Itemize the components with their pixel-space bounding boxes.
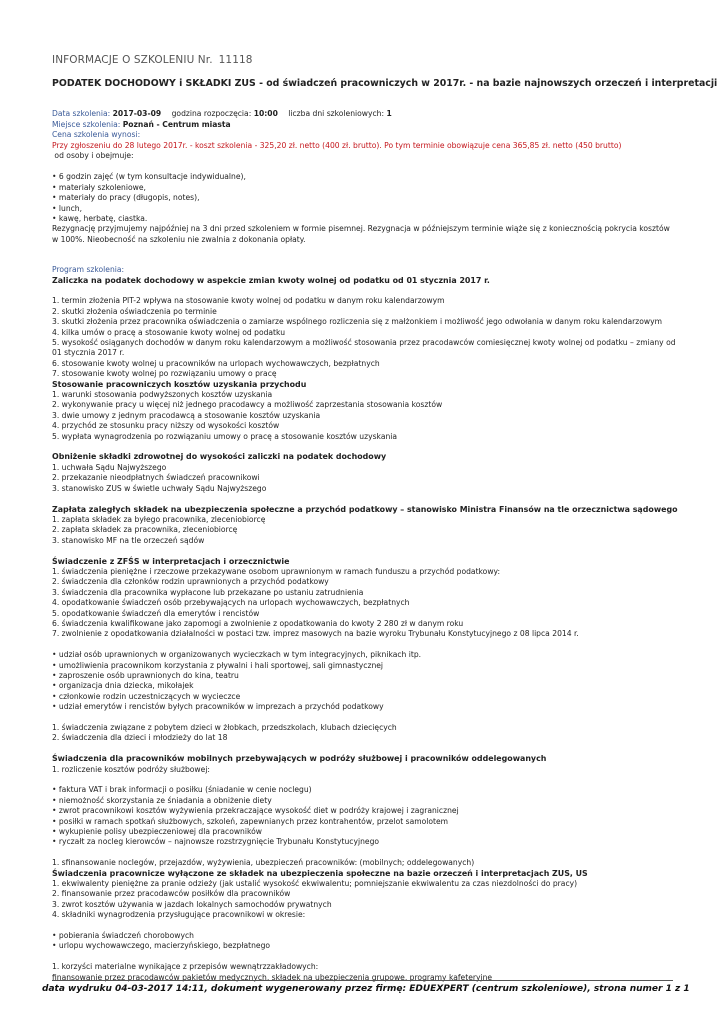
resignation-note: Rezygnację przyjmujemy najpóźniej na 3 dni przed szkoleniem w formie pisemnej. Rezygnacja w późniejszym terminie wiąże się z koniecznością pokrycia kosztów w 100%. Nieobecność na szkoleniu nie zwalnia z dokonania opłaty.: [52, 224, 670, 244]
price-suffix-text: od osoby i obejmuje:: [54, 151, 134, 161]
section-6-item-2: 1. sfinansowanie noclegów, przejazdów, wyżywienia, ubezpieczeń pracowników: (mobilnych; oddelegowanych): [52, 858, 475, 868]
section-1-list: [52, 296, 676, 379]
print-footer: data wydruku 04-03-2017 14:11, dokument wygenerowany przez firmę: EDUEXPERT (centrum szkoleniowe), strona numer 1 z 1: [42, 984, 690, 994]
list-item: 1. uchwała Sądu Najwyższego: [52, 462, 167, 472]
list-item: • faktura VAT i brak informacji o posiłku (śniadanie w cenie noclegu): [52, 785, 312, 795]
list-item: • udział emerytów i rencistów byłych pracowników w imprezach a przychód podatkowy: [52, 702, 384, 712]
place-value: Poznań - Centrum miasta: [122, 119, 231, 129]
section-4-list: [52, 515, 676, 546]
section-heading-6: Świadczenia dla pracowników mobilnych przebywających w podróży służbowej i pracowników oddelegowanych: [52, 754, 547, 764]
list-item: 7. zwolnienie z opodatkowania działalności w postaci tzw. imprez masowych na bazie wyroku Trybunału Konstytucyjnego z 08 lipca 2014 r.: [52, 629, 579, 639]
list-item: 1. ekwiwalenty pieniężne za pranie odzieży (jak ustalić wysokość ekwiwalentu; pomniejszanie ekwiwalentu za czas niezdolności do pracy): [52, 879, 578, 889]
list-item: 1. zapłata składek za byłego pracownika, zleceniobiorcę: [52, 514, 266, 524]
list-item: 2. świadczenia dla dzieci i młodzieży do lat 18: [52, 733, 228, 743]
list-item: • lunch,: [52, 203, 83, 213]
list-item: 1. termin złożenia PIT-2 wpływa na stosowanie kwoty wolnej od podatku w danym roku kalendarzowym: [52, 296, 445, 306]
list-item: 2. wykonywanie pracy u więcej niż jednego pracodawcy a możliwość zaprzestania stosowania kosztów: [52, 400, 443, 410]
title-prefix: INFORMACJE O SZKOLENIU Nr.: [52, 54, 213, 66]
list-item: 2. finansowanie przez pracodawców posiłków dla pracowników: [52, 889, 291, 899]
list-item: • materiały do pracy (długopis, notes),: [52, 193, 200, 203]
list-item: 2. przekazanie nieodpłatnych świadczeń pracownikowi: [52, 473, 260, 483]
section-heading-3: Obniżenie składki zdrowotnej do wysokości zaliczki na podatek dochodowy: [52, 452, 387, 462]
list-item: 3. stanowisko ZUS w świetle uchwały Sądu Najwyższego: [52, 483, 267, 493]
list-item: 5. opodatkowanie świadczeń dla emerytów i rencistów: [52, 608, 260, 618]
training-number: 11118: [218, 54, 253, 66]
section-3-list: [52, 463, 676, 494]
list-item: • pobierania świadczeń chorobowych: [52, 931, 194, 941]
training-meta: [52, 109, 676, 162]
program-section: [52, 265, 676, 983]
section-2-list: [52, 390, 676, 442]
list-item: • posiłki w ramach spotkań służbowych, szkoleń, zapewnianych przez kontrahentów, przelot samolotem: [52, 816, 449, 826]
section-7-list: [52, 879, 676, 921]
date-label: Data szkolenia:: [52, 109, 111, 118]
list-item: 3. świadczenia dla pracownika wypłacone lub przekazane po ustaniu zatrudnienia: [52, 587, 364, 597]
list-item: 4. opodatkowanie świadczeń osób przebywających na urlopach wychowawczych, bezpłatnych: [52, 598, 410, 608]
list-item: • udział osób uprawnionych w organizowanych wycieczkach w tym integracyjnych, piknikach itp.: [52, 650, 422, 660]
date-value: 2017-03-09: [112, 109, 162, 118]
list-item: 1. korzyści materialne wynikające z przepisów wewnątrzzakładowych:: [52, 962, 319, 972]
section-6-bullets: [52, 785, 676, 847]
days-label: liczba dni szkoleniowych:: [288, 109, 385, 118]
list-item: 5. wysokość osiąganych dochodów w danym roku kalendarzowym a możliwość stosowania przez pracodawców comiesięcznej kwoty wolnej od podatku – zmiany od 01 stycznia 2017 r.: [52, 338, 676, 358]
section-7-bullets: [52, 931, 676, 952]
list-item: • wykupienie polisy ubezpieczeniowej dla pracowników: [52, 827, 262, 837]
includes-list: [52, 172, 676, 245]
list-item: • 6 godzin zajęć (w tym konsultacje indywidualne),: [52, 172, 246, 182]
price-label: Cena szkolenia wynosi:: [52, 130, 141, 140]
list-item: 3. zwrot kosztów używania w jazdach lokalnych samochodów prywatnych: [52, 899, 332, 909]
list-item: 1. świadczenia związane z pobytem dzieci w żłobkach, przedszkolach, klubach dziecięcych: [52, 722, 397, 732]
list-item: 2. zapłata składek za pracownika, zleceniobiorcę: [52, 525, 238, 535]
list-item: • umożliwienia pracownikom korzystania z pływalni i hali sportowej, sali gimnastycznej: [52, 660, 384, 670]
section-heading-1: Zaliczka na podatek dochodowy w aspekcie zmian kwoty wolnej od podatku od 01 stycznia 2017 r.: [52, 275, 490, 285]
list-item: 3. skutki złożenia przez pracownika oświadczenia o zamiarze wspólnego rozliczenia się z małżonkiem i możliwość jego odwołania w danym roku kalendarzowym: [52, 317, 663, 327]
section-5-list: [52, 567, 676, 640]
list-item: • zaproszenie osób uprawnionych do kina, teatru: [52, 670, 239, 680]
list-item: 4. kilka umów o pracę a stosowanie kwoty wolnej od podatku: [52, 327, 286, 337]
list-item: • kawę, herbatę, ciastka.: [52, 213, 148, 223]
list-item: 4. składniki wynagrodzenia przysługujące pracownikowi w okresie:: [52, 910, 306, 920]
place-row: [52, 120, 676, 131]
list-item: 5. wypłata wynagrodzenia po rozwiązaniu umowy o pracę a stosowanie kosztów uzyskania: [52, 431, 398, 441]
days-value: 1: [386, 109, 392, 118]
list-item: 1. warunki stosowania podwyższonych kosztów uzyskania: [52, 390, 273, 400]
list-item: • niemożność skorzystania ze śniadania a obniżenie diety: [52, 795, 272, 805]
list-item: 3. dwie umowy z jednym pracodawcą a stosowanie kosztów uzyskania: [52, 410, 321, 420]
list-item: • członkowie rodzin uczestniczących w wycieczce: [52, 691, 241, 701]
section-heading-5: Świadczenie z ZFŚS w interpretacjach i orzecznictwie: [52, 556, 290, 566]
program-label: Program szkolenia:: [52, 265, 125, 275]
price-text: Przy zgłoszeniu do 28 lutego 2017r. - koszt szkolenia - 325,20 zł. netto (400 zł. brutto). Po tym terminie obowiązuje cena 365,85 zł. netto (450 brutto): [52, 140, 622, 150]
training-subject: PODATEK DOCHODOWY i SKŁADKI ZUS - od świadczeń pracowniczych w 2017r. - na bazie najnowszych orzeczeń i interpretacji: [52, 78, 718, 89]
list-item: • urlopu wychowawczego, macierzyńskiego, bezpłatnego: [52, 941, 271, 951]
list-item: 6. świadczenia kwalifikowane jako zapomogi a zwolnienie z opodatkowania do kwoty 2 280 zł w danym roku: [52, 618, 464, 628]
list-item: 1. świadczenia pieniężne i rzeczowe przekazywane osobom uprawnionym w ramach funduszu a przychód podatkowy:: [52, 566, 501, 576]
date-row: [52, 109, 676, 120]
section-heading-4: Zapłata zaległych składek na ubezpieczenia społeczne a przychód podatkowy – stanowisko Ministra Finansów na tle orzecznictwa sądowego: [52, 504, 678, 514]
list-item: 4. przychód ze stosunku pracy niższy od wysokości kosztów: [52, 421, 280, 431]
section-heading-7: Świadczenia pracownicze wyłączone ze składek na ubezpieczenia społeczne na bazie orzeczeń i interpretacjach ZUS, US: [52, 868, 588, 878]
price-suffix: [52, 151, 676, 162]
list-item: • zwrot pracownikowi kosztów wyżywienia przekraczające wysokość diet w podróży krajowej i zagranicznej: [52, 806, 459, 816]
list-item: • ryczałt za nocleg kierowców – najnowsze rozstrzygnięcie Trybunału Konstytucyjnego: [52, 837, 380, 847]
list-item: 6. stosowanie kwoty wolnej u pracowników na urlopach wychowawczych, bezpłatnych: [52, 358, 380, 368]
list-item: 2. skutki złożenia oświadczenia po terminie: [52, 306, 217, 316]
document-page: [52, 54, 718, 983]
place-label: Miejsce szkolenia:: [52, 119, 121, 129]
time-label: godzina rozpoczęcia:: [171, 109, 252, 118]
document-title: [52, 54, 676, 66]
list-item: 3. stanowisko MF na tle orzeczeń sądów: [52, 535, 205, 545]
list-item: • materiały szkoleniowe,: [52, 182, 146, 192]
section-6-intro: 1. rozliczenie kosztów podróży służbowej:: [52, 764, 210, 774]
list-item: finansowanie przez pracodawców pakietów medycznych, składek na ubezpieczenia grupowe, programy kafeteryjne: [52, 972, 493, 982]
list-item: • organizacja dnia dziecka, mikołajek: [52, 681, 194, 691]
footer-divider: [52, 980, 673, 981]
section-5-list-2: [52, 723, 676, 744]
section-5-bullets: [52, 650, 676, 712]
time-value: 10:00: [253, 109, 278, 118]
list-item: 7. stosowanie kwoty wolnej po rozwiązaniu umowy o pracę: [52, 369, 277, 379]
list-item: 2. świadczenia dla członków rodzin uprawnionych a przychód podatkowy: [52, 577, 329, 587]
section-heading-2: Stosowanie pracowniczych kosztów uzyskania przychodu: [52, 379, 307, 389]
